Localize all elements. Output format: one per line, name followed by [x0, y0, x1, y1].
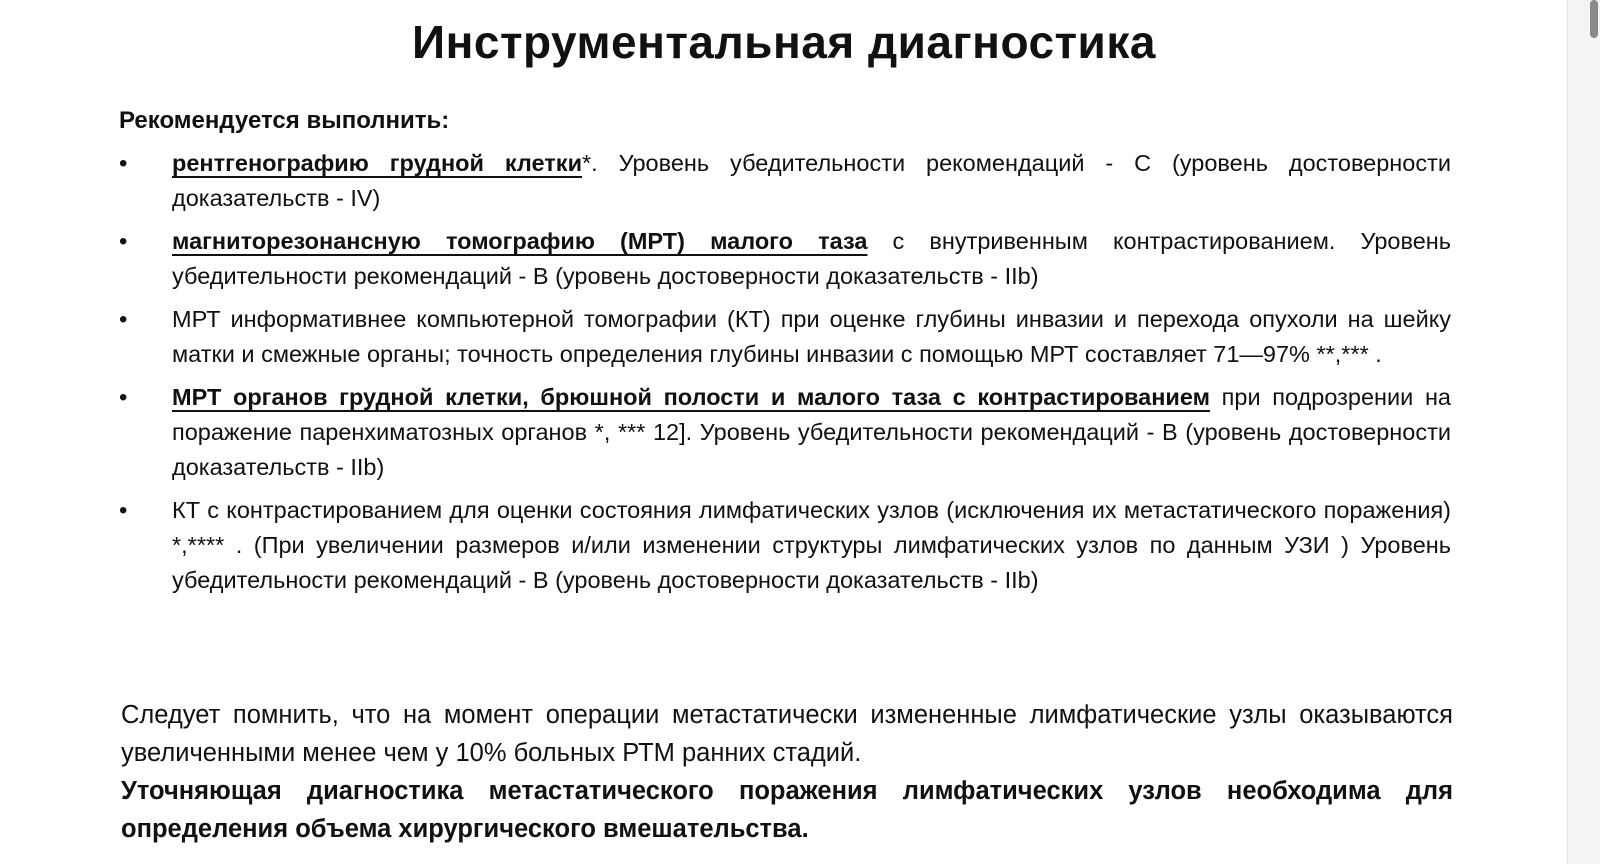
list-item [0, 146, 1568, 216]
bullet-icon: • [119, 384, 128, 411]
bullet-text: МРТ информативнее компьютерной томографии (КТ) при оценке глубины инвазии и перехода опухоли на шейку матки и смежные органы; точность определения глубины инвазии с помощью МРТ составляет 71—97% **,*** . [172, 306, 1451, 367]
list-item [0, 224, 1568, 294]
list-item [0, 493, 1568, 598]
note-paragraph: Следует помнить, что на момент операции метастатически измененные лимфатические узлы оказываются увеличенными менее чем у 10% больных РТМ ранних стадий. [121, 701, 1453, 767]
bullet-text: КТ с контрастированием для оценки состояния лимфатических узлов (исключения их метастатического поражения) *,**** . (При увеличении размеров и/или изменении структуры лимфатических узлов по данным УЗИ ) Уровень убедительности рекомендаций - В (уровень достоверности доказательств - IIb) [172, 497, 1451, 593]
list-item [0, 302, 1568, 372]
bullet-text [172, 380, 1451, 485]
conclusion-paragraph: Уточняющая диагностика метастатического поражения лимфатических узлов необходима для определения объема хирургического вмешательства. [121, 777, 1453, 843]
recommendation-list [0, 146, 1568, 606]
bullet-lead: МРТ органов грудной клетки, брюшной полости и малого таза с контрастированием [172, 384, 1211, 410]
vertical-scrollbar[interactable] [1567, 0, 1600, 864]
bullet-icon: • [119, 497, 128, 524]
bullet-rest: при подрозрении на поражение паренхиматозных органов *, *** 12]. Уровень убедительности рекомендаций - В (уровень достоверности доказательств - IIb) [172, 384, 1451, 480]
bullet-lead: рентгенографию грудной клетки [172, 150, 583, 176]
bullet-text [172, 146, 1451, 216]
bullet-icon: • [119, 306, 128, 333]
bullet-rest: с внутривенным контрастированием. Уровень убедительности рекомендаций - В (уровень достоверности доказательств - IIb) [172, 228, 1451, 289]
bullet-icon: • [119, 228, 128, 255]
section-subheading: Рекомендуется выполнить: [119, 107, 450, 134]
bullet-icon: • [119, 150, 128, 177]
scrollbar-thumb[interactable] [1590, 0, 1598, 38]
page-title: Инструментальная диагностика [412, 16, 1156, 68]
bullet-text [172, 224, 1451, 294]
list-item [0, 380, 1568, 485]
bullet-lead: магниторезонансную томографию (МРТ) малого таза [172, 228, 868, 254]
bullet-rest: *. Уровень убедительности рекомендаций - С (уровень достоверности доказательств - IV) [172, 150, 1451, 211]
